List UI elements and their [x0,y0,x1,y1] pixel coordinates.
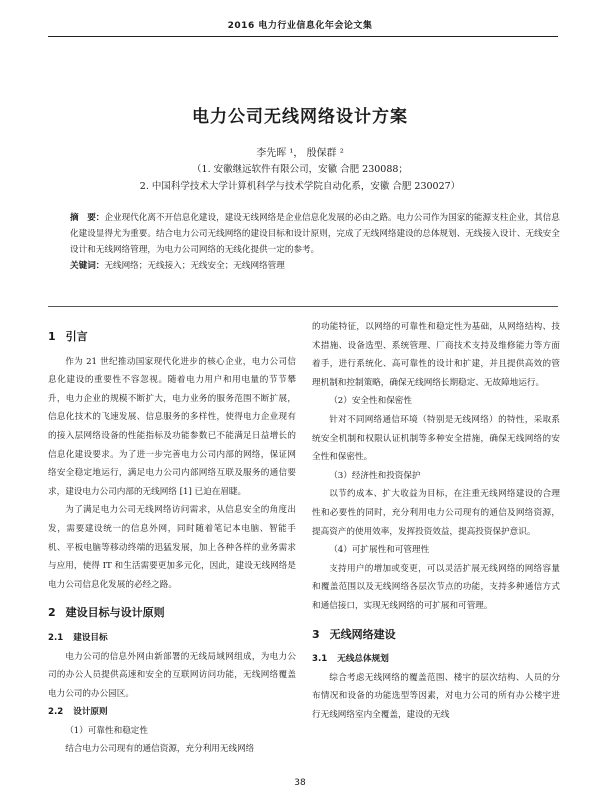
right-column [312,318,560,724]
header-rule [48,36,558,37]
principle-4-paragraph: 支持用户的增加或变更，可以灵活扩展无线网络的网络容量和覆盖范围以及无线网络各层次节点的功能，支持多种通信方式和通信接口，实现无线网络的可扩展和可管理。 [312,563,560,611]
paper-authors: 李先晖 ¹， 殷保群 ² [256,148,344,159]
subsection-3-1-heading [312,650,560,669]
page-number: 38 [294,778,306,788]
subsection-2-1-paragraph: 电力公司的信息外网由新部署的无线局域网组成，为电力公司的办公人员提供高速和安全的互联网访问功能，无线网络覆盖电力公司的办公园区。 [48,651,296,699]
principle-4-heading: （4）可扩展性和可管理性 [329,545,430,556]
subsection-2-2-number: 2.2 [48,707,64,718]
section-1-number: 1 [48,330,56,343]
keywords-text: 无线网络；无线接入；无线安全；无线网络管理 [104,261,285,271]
principle-1-heading: （1）可靠性和稳定性 [65,725,148,736]
section-3-title: 无线网络建设 [329,627,396,641]
abstract-text: 企业现代化离不开信息化建设，建设无线网络是企业信息化发展的必由之路。电力公司作为国家的能源支柱企业，其信息化建设显得尤为重要。结合电力公司无线网络的建设目标和设计原则，完成了无线网络建设的总体规划、无线接入设计、无线安全设计和无线网络管理，为电力公司网络的无线化提供一定的参考。 [70,213,560,255]
affiliation-1: （1. 安徽继远软件有限公司，安徽 合肥 230088； [192,164,408,175]
section-3-heading [312,626,560,645]
principle-3-heading: （3）经济性和投资保护 [329,470,421,481]
section-1-paragraph-1: 作为 21 世纪推动国家现代化进步的核心企业，电力公司信息化建设的重要性不容忽视。随着电力用户和用电量的节节攀升，电力企业的规模不断扩大，电力业务的服务范围不断扩展，信息化技术的飞速发展、信息服务的多样性，使得电力企业现有的接入层网络设备的性能指标及功能参数已不能满足日益增长的信息化建设要求。为了进一步完善电力公司内部的网络，保证网络安全稳定地运行，满足电力公司内部网络互联及服务的通信要求，建设电力公司内部的无线网络 [1] 已迫在眉睫。 [48,356,296,497]
principle-2-paragraph: 针对不同网络通信环境（特别是无线网络）的特性，采取系统安全机制和权限认证机制等多种安全措施，确保无线网络的安全性和保密性。 [312,414,560,463]
subsection-2-1-heading [48,629,296,648]
subsection-2-1-number: 2.1 [48,632,64,643]
section-3-number: 3 [312,627,320,641]
subsection-2-1-title: 建设目标 [73,632,108,643]
subsection-2-2-title: 设计原则 [73,707,108,718]
section-2-heading [48,604,296,623]
section-2-title: 建设目标与设计原则 [65,606,165,620]
principle-1-paragraph: 结合电力公司现有的通信资源，充分利用无线网络 [65,744,255,755]
principle-2-heading: （2）安全性和保密性 [329,396,412,407]
section-2-number: 2 [48,606,56,620]
subsection-3-1-title: 无线总体规划 [337,654,389,665]
principle-3-paragraph: 以节约成本、扩大收益为目标，在注重无线网络建设的合理性和必要性的同时，充分利用电力公司现有的通信及网络资源，提高资产的使用效率，发挥投资效益，提高投资保护意识。 [312,489,560,537]
paper-title: 电力公司无线网络设计方案 [192,107,408,127]
section-1-paragraph-2: 为了满足电力公司无线网络访问需求，从信息安全的角度出发，需要建设统一的信息外网，同时随着笔记本电脑、智能手机、平板电脑等移动终端的迅猛发展，加上各种各样的业务需求与应用，使得 IT 和生活需要更加多元化，因此，建设无线网络是电力公司信息化发展的必经之路。 [48,505,296,590]
subsection-3-1-number: 3.1 [312,654,328,665]
section-1-title: 引言 [65,330,88,343]
section-1-heading [48,328,296,347]
subsection-2-2-heading [48,703,296,722]
keywords [70,258,565,274]
section-divider [48,306,558,307]
keywords-label: 关键词： [70,261,105,271]
abstract [70,210,565,258]
left-column [48,318,296,759]
principle-1-paragraph-continued: 的功能特征，以网络的可靠性和稳定性为基础，从网络结构、技术措施、设备选型、系统管理、厂商技术支持及维修能力等方面着手，进行系统化、高可靠性的设计和扩建，并且提供高效的管理机制和控制策略，确保无线网络长期稳定、无故障地运行。 [312,322,560,388]
running-title: 2016 电力行业信息化年会论文集 [227,21,373,31]
affiliation-2: 2. 中国科学技术大学计算机科学与技术学院自动化系，安徽 合肥 230027） [139,181,461,192]
subsection-3-1-paragraph: 综合考虑无线网络的覆盖范围、楼宇的层次结构、人员的分布情况和设备的功能选型等因素，对电力公司的所有办公楼宇进行无线网络室内全覆盖，建设的无线 [312,672,560,720]
abstract-label: 摘 要： [70,213,105,223]
